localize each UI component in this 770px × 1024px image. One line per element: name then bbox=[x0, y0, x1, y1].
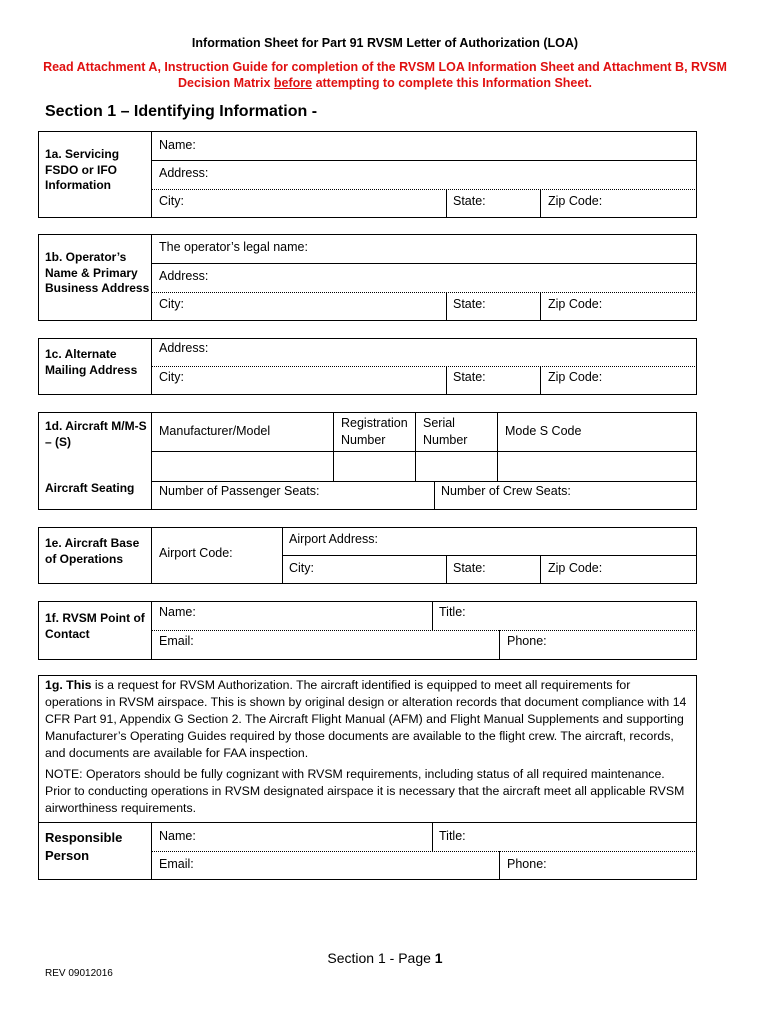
page-number: 1 bbox=[434, 950, 443, 966]
operator-address-field[interactable]: Address: bbox=[159, 269, 209, 283]
page-footer: Section 1 - Page 1 bbox=[327, 950, 443, 966]
fsdo-name-field[interactable]: Name: bbox=[159, 138, 196, 152]
registration-number-header: Registration Number bbox=[341, 416, 408, 447]
alt-city-field[interactable]: City: bbox=[159, 370, 184, 384]
section-1f-label: 1f. RVSM Point of Contact bbox=[45, 611, 145, 641]
airport-address-field[interactable]: Airport Address: bbox=[289, 532, 378, 546]
alt-zip-field[interactable]: Zip Code: bbox=[548, 370, 603, 384]
manufacturer-model-header: Manufacturer/Model bbox=[159, 424, 271, 438]
registration-number-input[interactable] bbox=[334, 452, 414, 480]
responsible-name-field[interactable]: Name: bbox=[159, 829, 196, 843]
responsible-title-field[interactable]: Title: bbox=[439, 829, 466, 843]
aircraft-seating-label: Aircraft Seating bbox=[45, 481, 135, 495]
section-1a-label: 1a. Servicing FSDO or IFO Information bbox=[45, 147, 120, 192]
crew-seats-field[interactable]: Number of Crew Seats: bbox=[441, 484, 571, 498]
contact-title-field[interactable]: Title: bbox=[439, 605, 466, 619]
mode-s-code-input[interactable] bbox=[498, 452, 696, 480]
mode-s-code-header: Mode S Code bbox=[505, 424, 582, 438]
section-1g-label: 1g. This bbox=[45, 678, 92, 692]
operator-city-field[interactable]: City: bbox=[159, 297, 184, 311]
manufacturer-model-input[interactable] bbox=[152, 452, 332, 480]
alt-state-field[interactable]: State: bbox=[453, 370, 486, 384]
alt-address-field[interactable]: Address: bbox=[159, 341, 209, 355]
contact-phone-field[interactable]: Phone: bbox=[507, 634, 547, 648]
airport-code-field[interactable]: Airport Code: bbox=[159, 546, 233, 560]
serial-number-input[interactable] bbox=[416, 452, 496, 480]
airport-city-field[interactable]: City: bbox=[289, 561, 314, 575]
fsdo-city-field[interactable]: City: bbox=[159, 194, 184, 208]
section-1c-label: 1c. Alternate Mailing Address bbox=[45, 347, 138, 377]
section-1e-label: 1e. Aircraft Base of Operations bbox=[45, 536, 140, 566]
authorization-statement: 1g. This is a request for RVSM Authorization. The aircraft identified is equipped to meet all requirements for operations in RVSM airspace. This is shown by original design or alteration records that document compliance with 14 CFR Part 91, Appendix G Section 2. The Aircraft Flight Manual (AFM) and Flight Manual Supplements and supporting Manufacturer’s Operating Guides required by those documents are available to the flight crew. The aircraft, records, and documents are available for FAA inspection. bbox=[45, 678, 687, 760]
revision-code: REV 09012016 bbox=[45, 968, 113, 979]
airport-state-field[interactable]: State: bbox=[453, 561, 486, 575]
operator-zip-field[interactable]: Zip Code: bbox=[548, 297, 603, 311]
section-title: Section 1 – Identifying Information - bbox=[45, 103, 318, 120]
section-1d-label: 1d. Aircraft M/M-S – (S) bbox=[45, 419, 147, 449]
responsible-person-label: Responsible Person bbox=[45, 830, 123, 863]
serial-number-header: Serial Number bbox=[423, 416, 468, 447]
form-title: Information Sheet for Part 91 RVSM Letter of Authorization (LOA) bbox=[191, 36, 579, 50]
operator-state-field[interactable]: State: bbox=[453, 297, 486, 311]
fsdo-state-field[interactable]: State: bbox=[453, 194, 486, 208]
rvsm-note: NOTE: Operators should be fully cognizant with RVSM requirements, including status of all required maintenance. Prior to conducting operations in RVSM designated airspace it is necessary that the aircraft meet all applicable RVSM airworthiness requirements. bbox=[45, 767, 685, 815]
passenger-seats-field[interactable]: Number of Passenger Seats: bbox=[159, 484, 320, 498]
warning-emphasis: before bbox=[273, 76, 313, 90]
warning-instructions: Read Attachment A, Instruction Guide for completion of the RVSM LOA Information Sheet and Attachment B, RVSM Decision Matrix before attempting to complete this Information Sheet. bbox=[43, 60, 727, 90]
fsdo-zip-field[interactable]: Zip Code: bbox=[548, 194, 603, 208]
contact-name-field[interactable]: Name: bbox=[159, 605, 196, 619]
responsible-email-field[interactable]: Email: bbox=[159, 857, 194, 871]
contact-email-field[interactable]: Email: bbox=[159, 634, 194, 648]
airport-zip-field[interactable]: Zip Code: bbox=[548, 561, 603, 575]
responsible-phone-field[interactable]: Phone: bbox=[507, 857, 547, 871]
section-1b-label: 1b. Operator’s Name & Primary Business Address bbox=[45, 250, 150, 295]
fsdo-address-field[interactable]: Address: bbox=[159, 166, 209, 180]
operator-legal-name-field[interactable]: The operator’s legal name: bbox=[159, 240, 308, 254]
